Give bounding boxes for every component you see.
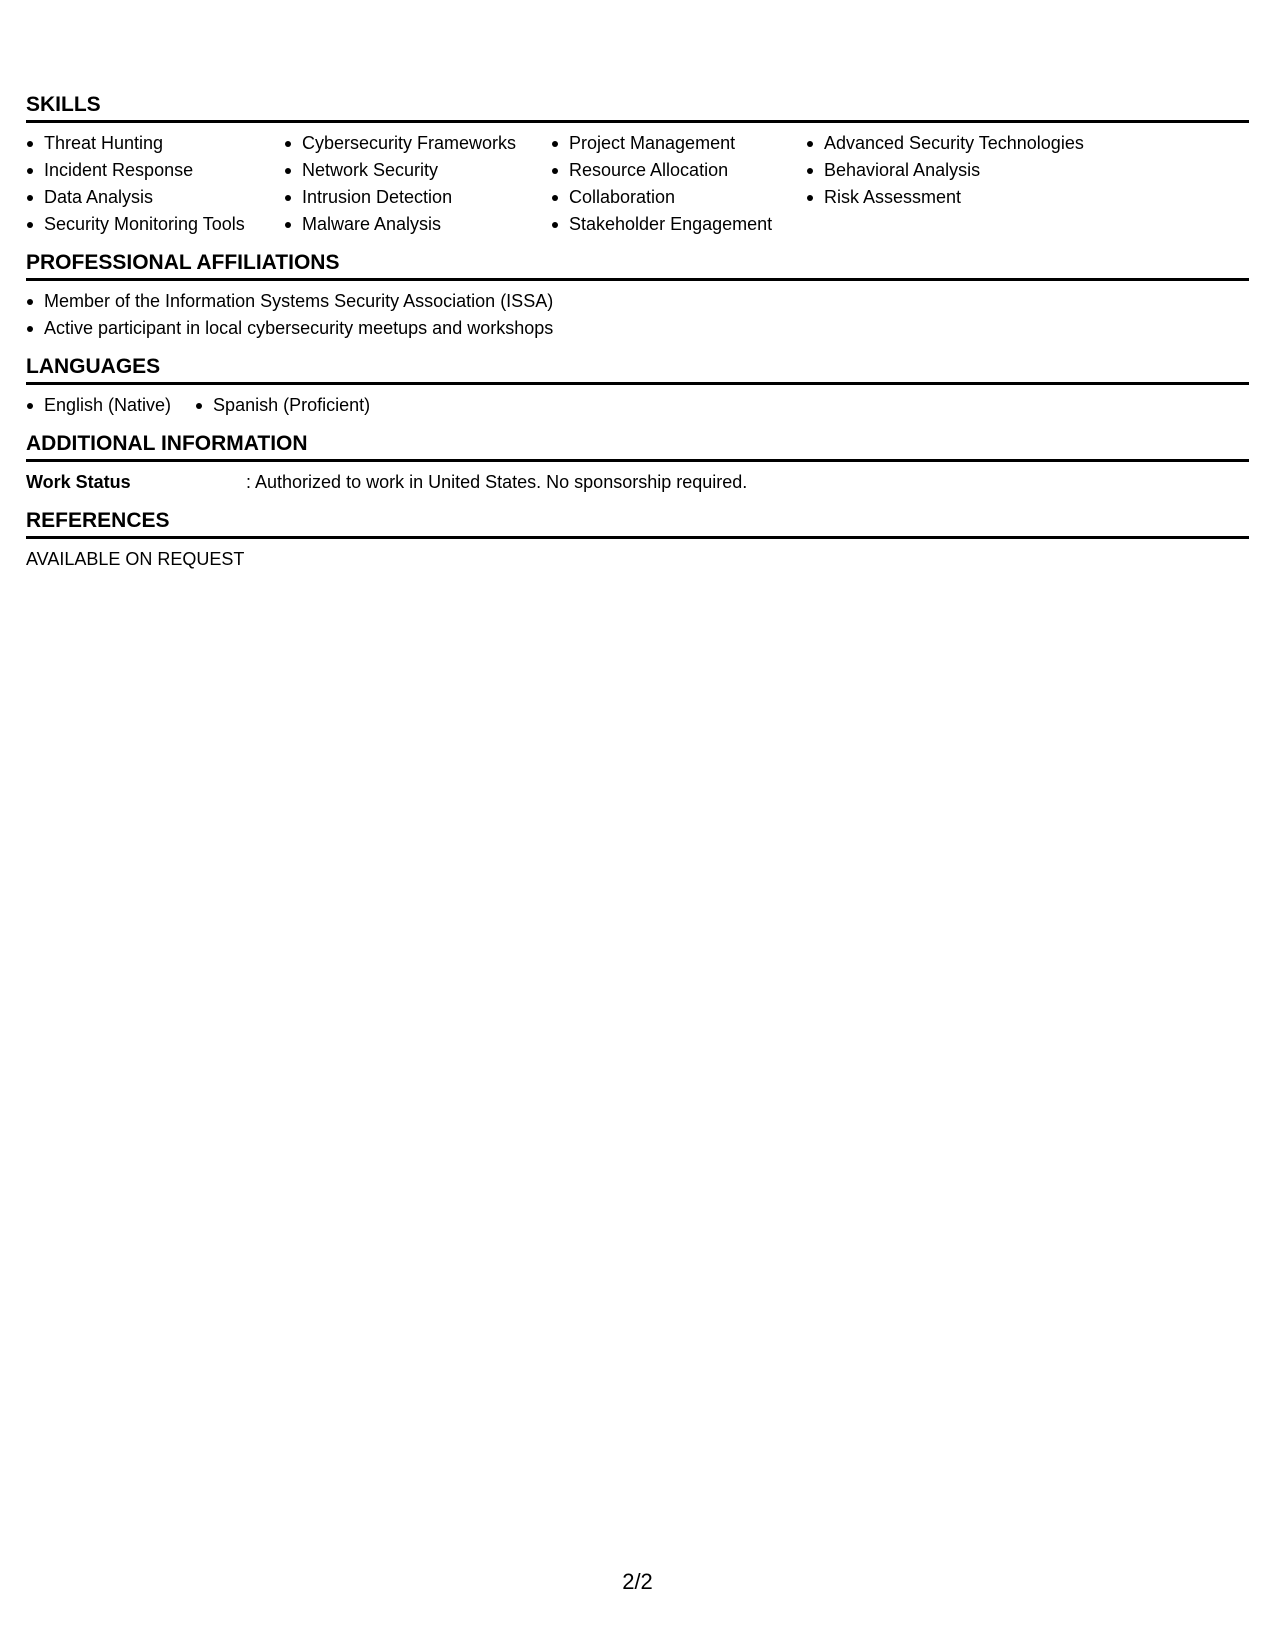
skill-item: Stakeholder Engagement [551,211,786,238]
skill-item: Resource Allocation [551,157,786,184]
skills-heading: SKILLS [26,92,1249,123]
work-status-row [26,469,1249,496]
work-status-label: Work Status [26,472,131,492]
affiliations-heading: PROFESSIONAL AFFILIATIONS [26,250,1249,281]
skills-grid [26,130,1249,238]
skill-item: Threat Hunting [26,130,264,157]
skill-item: Project Management [551,130,786,157]
references-heading: REFERENCES [26,508,1249,539]
skill-item: Network Security [284,157,531,184]
affiliation-item: Member of the Information Systems Security Association (ISSA) [26,288,1249,315]
language-item: English (Native) [26,392,171,419]
skills-section [26,92,1249,238]
affiliations-list [26,288,1249,342]
affiliations-section [26,250,1249,342]
skill-item: Risk Assessment [806,184,1126,211]
skills-column-3 [551,130,786,238]
affiliation-item: Active participant in local cybersecurity meetups and workshops [26,315,1249,342]
skills-column-2 [284,130,531,238]
languages-heading: LANGUAGES [26,354,1249,385]
work-status-value: : Authorized to work in United States. No sponsorship required. [246,472,748,492]
skill-item: Collaboration [551,184,786,211]
skill-item: Behavioral Analysis [806,157,1126,184]
skill-item: Advanced Security Technologies [806,130,1126,157]
skill-item: Data Analysis [26,184,264,211]
skill-item: Incident Response [26,157,264,184]
references-text: AVAILABLE ON REQUEST [26,549,245,569]
language-item: Spanish (Proficient) [195,392,370,419]
skill-item: Malware Analysis [284,211,531,238]
resume-page [26,92,1249,585]
additional-info-section [26,431,1249,496]
references-section [26,508,1249,573]
skill-item: Intrusion Detection [284,184,531,211]
skills-column-1 [26,130,264,238]
skill-item: Cybersecurity Frameworks [284,130,531,157]
languages-list [26,392,1249,419]
additional-info-heading: ADDITIONAL INFORMATION [26,431,1249,462]
skill-item: Security Monitoring Tools [26,211,264,238]
languages-section [26,354,1249,419]
page-number: 2/2 [622,1569,653,1594]
skills-column-4 [806,130,1126,238]
